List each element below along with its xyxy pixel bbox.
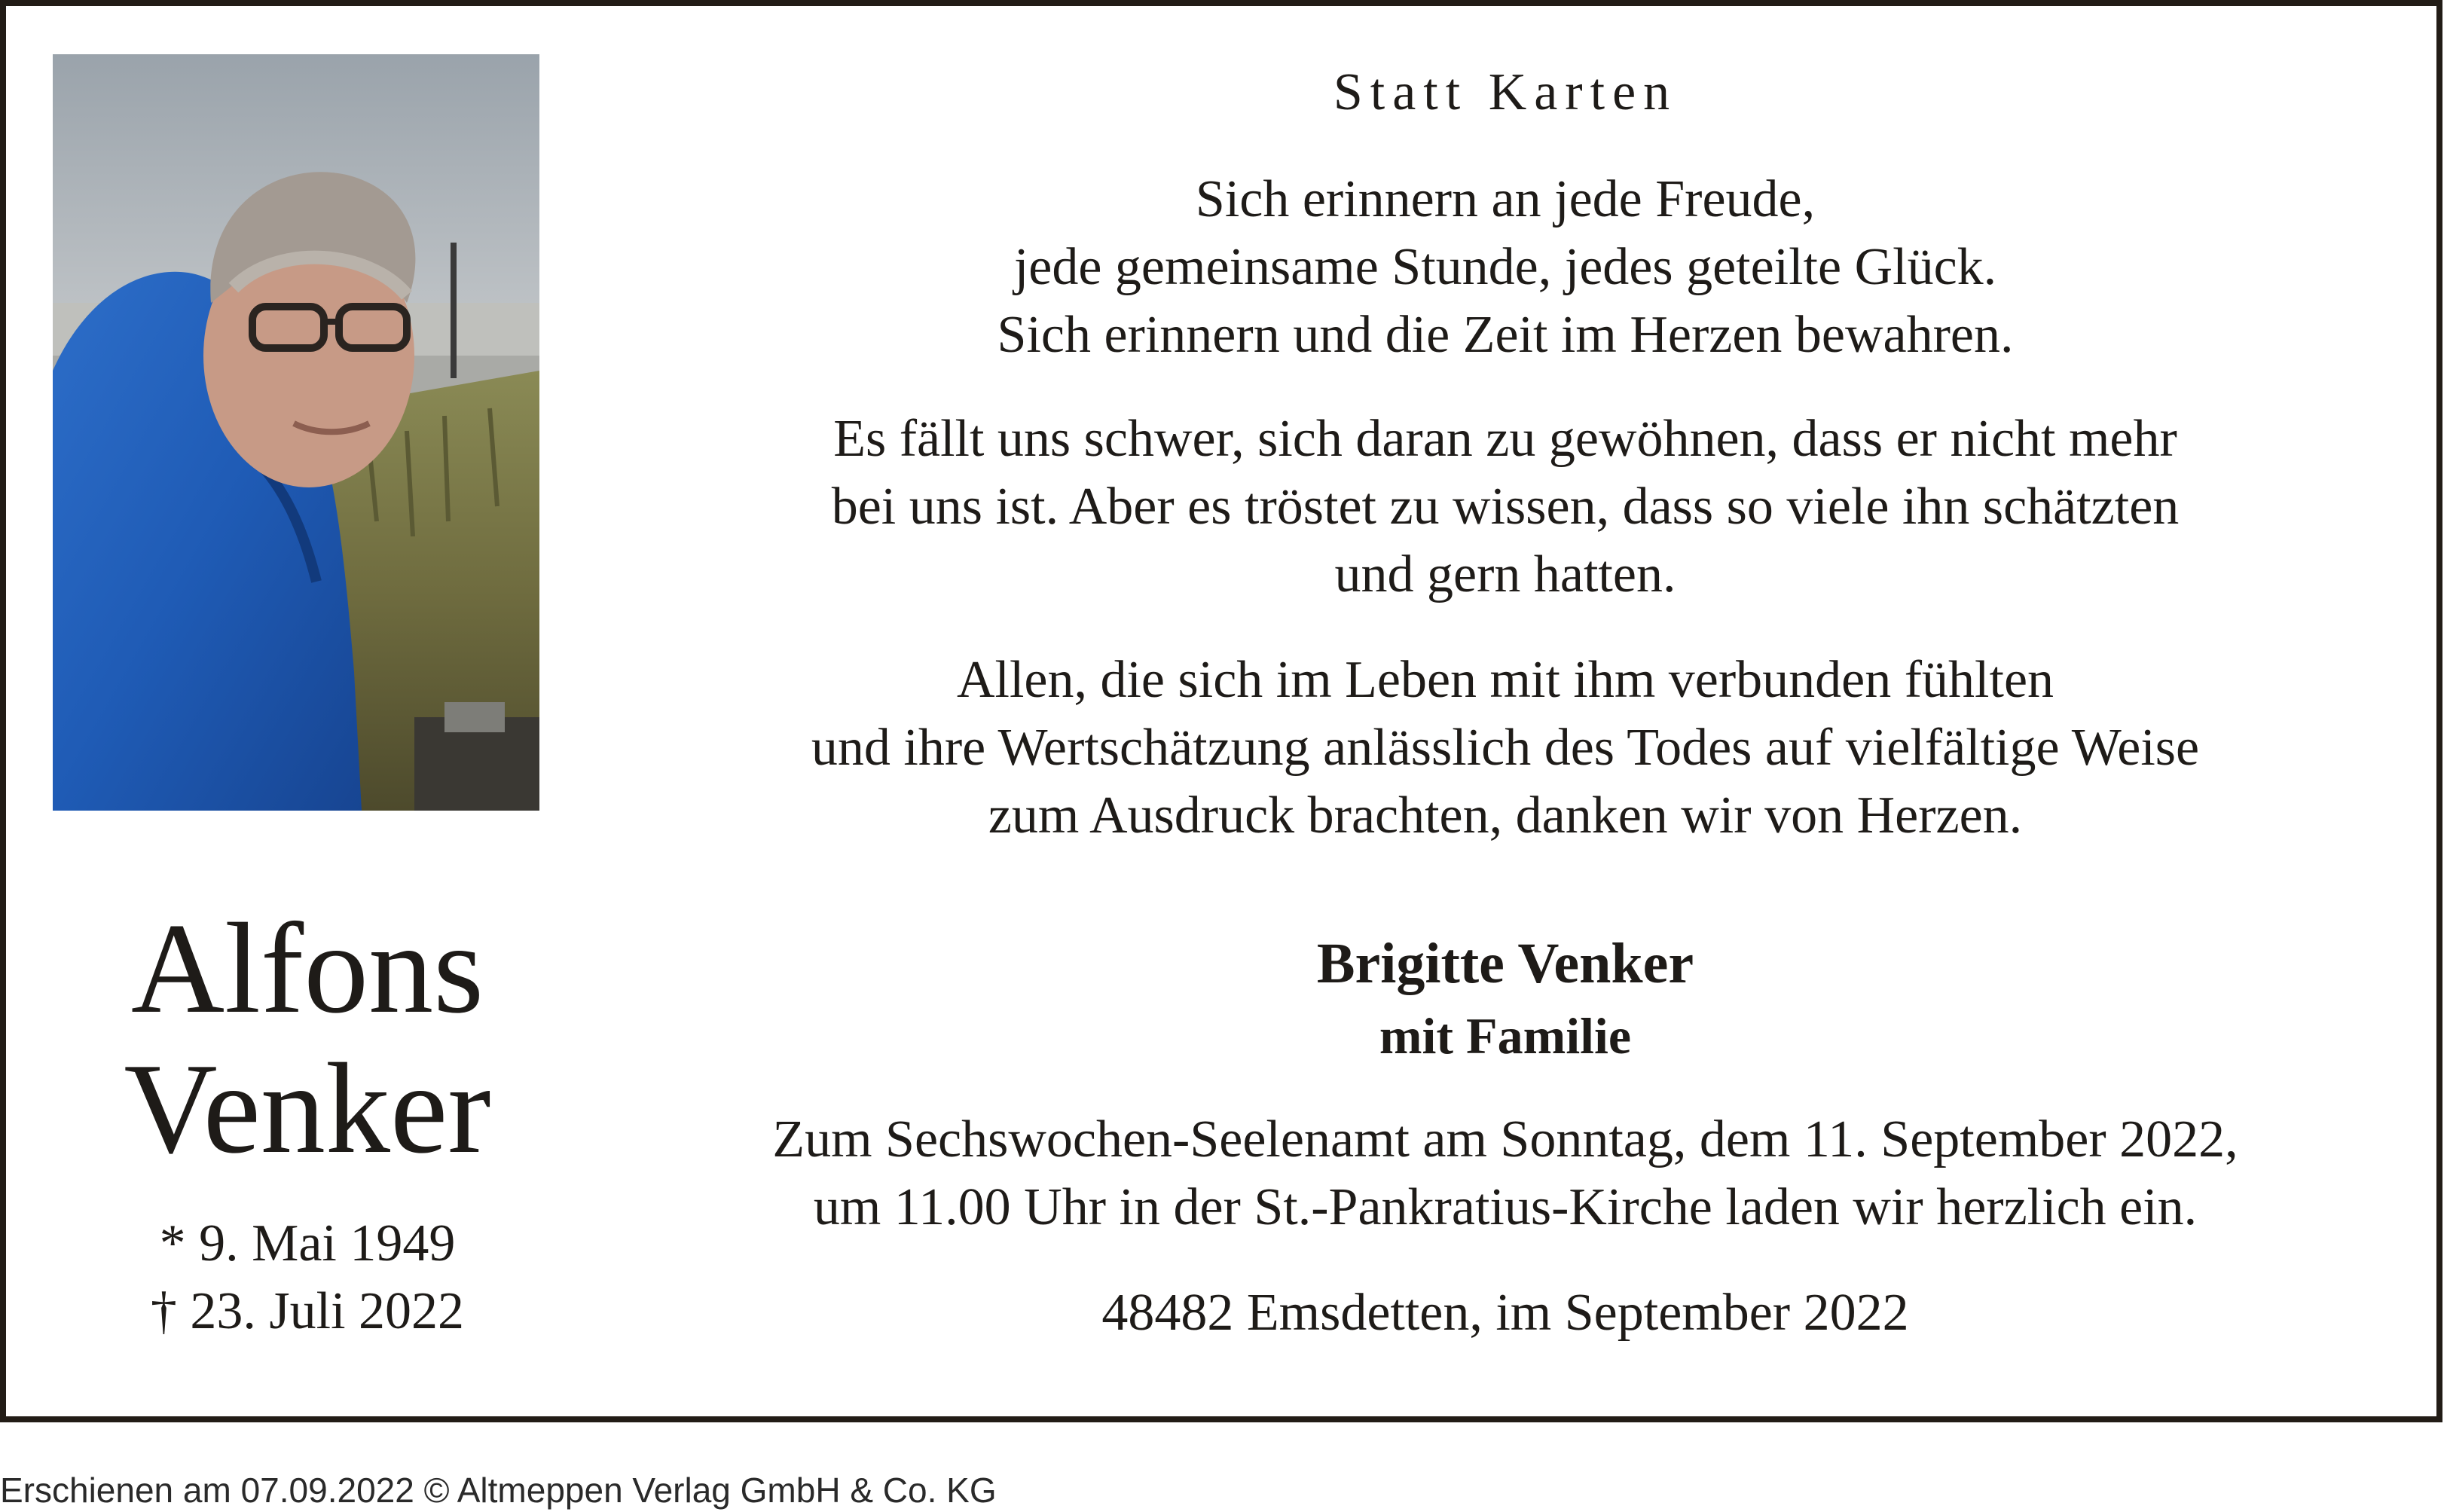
notice-header: Statt Karten [1333,63,1678,121]
thanks-paragraph [601,646,2409,850]
paragraph-line: Es fällt uns schwer, sich daran zu gewöhnen, dass er nicht mehr [833,410,2177,468]
paragraph-line: Allen, die sich im Leben mit ihm verbunden fühlten [956,651,2054,709]
paragraph-line: zum Ausdruck brachten, danken wir von Herzen. [988,787,2023,845]
condolence-paragraph [601,405,2409,609]
signer-family: mit Familie [1379,1007,1632,1065]
poem-line: Sich erinnern an jede Freude, [1195,170,1816,228]
poem-line: jede gemeinsame Stunde, jedes geteilte Glück. [1013,238,1997,296]
invitation-paragraph [601,1106,2409,1242]
paragraph-line: bei uns ist. Aber es tröstet zu wissen, dass so viele ihn schätzten [831,478,2180,536]
publication-footer: Erschienen am 07.09.2022 © Altmeppen Verlag GmbH & Co. KG [0,1471,997,1510]
death-date: † 23. Juli 2022 [150,1282,465,1340]
signer-name: Brigitte Venker [1316,932,1694,995]
deceased-last-name: Venker [124,1037,491,1181]
place-and-date: 48482 Emsdetten, im September 2022 [1101,1284,1909,1342]
poem-paragraph [601,166,2409,369]
invitation-line: um 11.00 Uhr in der St.-Pankratius-Kirche laden wir herzlich ein. [813,1178,2198,1236]
paragraph-line: und gern hatten. [1334,545,1676,603]
invitation-line: Zum Sechswochen-Seelenamt am Sonntag, dem 11. September 2022, [772,1110,2238,1168]
poem-line: Sich erinnern und die Zeit im Herzen bewahren. [997,306,2014,364]
paragraph-line: und ihre Wertschätzung anlässlich des Todes auf vielfältige Weise [811,719,2200,777]
birth-date: * 9. Mai 1949 [159,1214,456,1272]
portrait-photo [53,54,539,811]
deceased-name [6,899,609,1179]
life-dates [6,1210,609,1346]
deceased-first-name: Alfons [130,897,484,1040]
